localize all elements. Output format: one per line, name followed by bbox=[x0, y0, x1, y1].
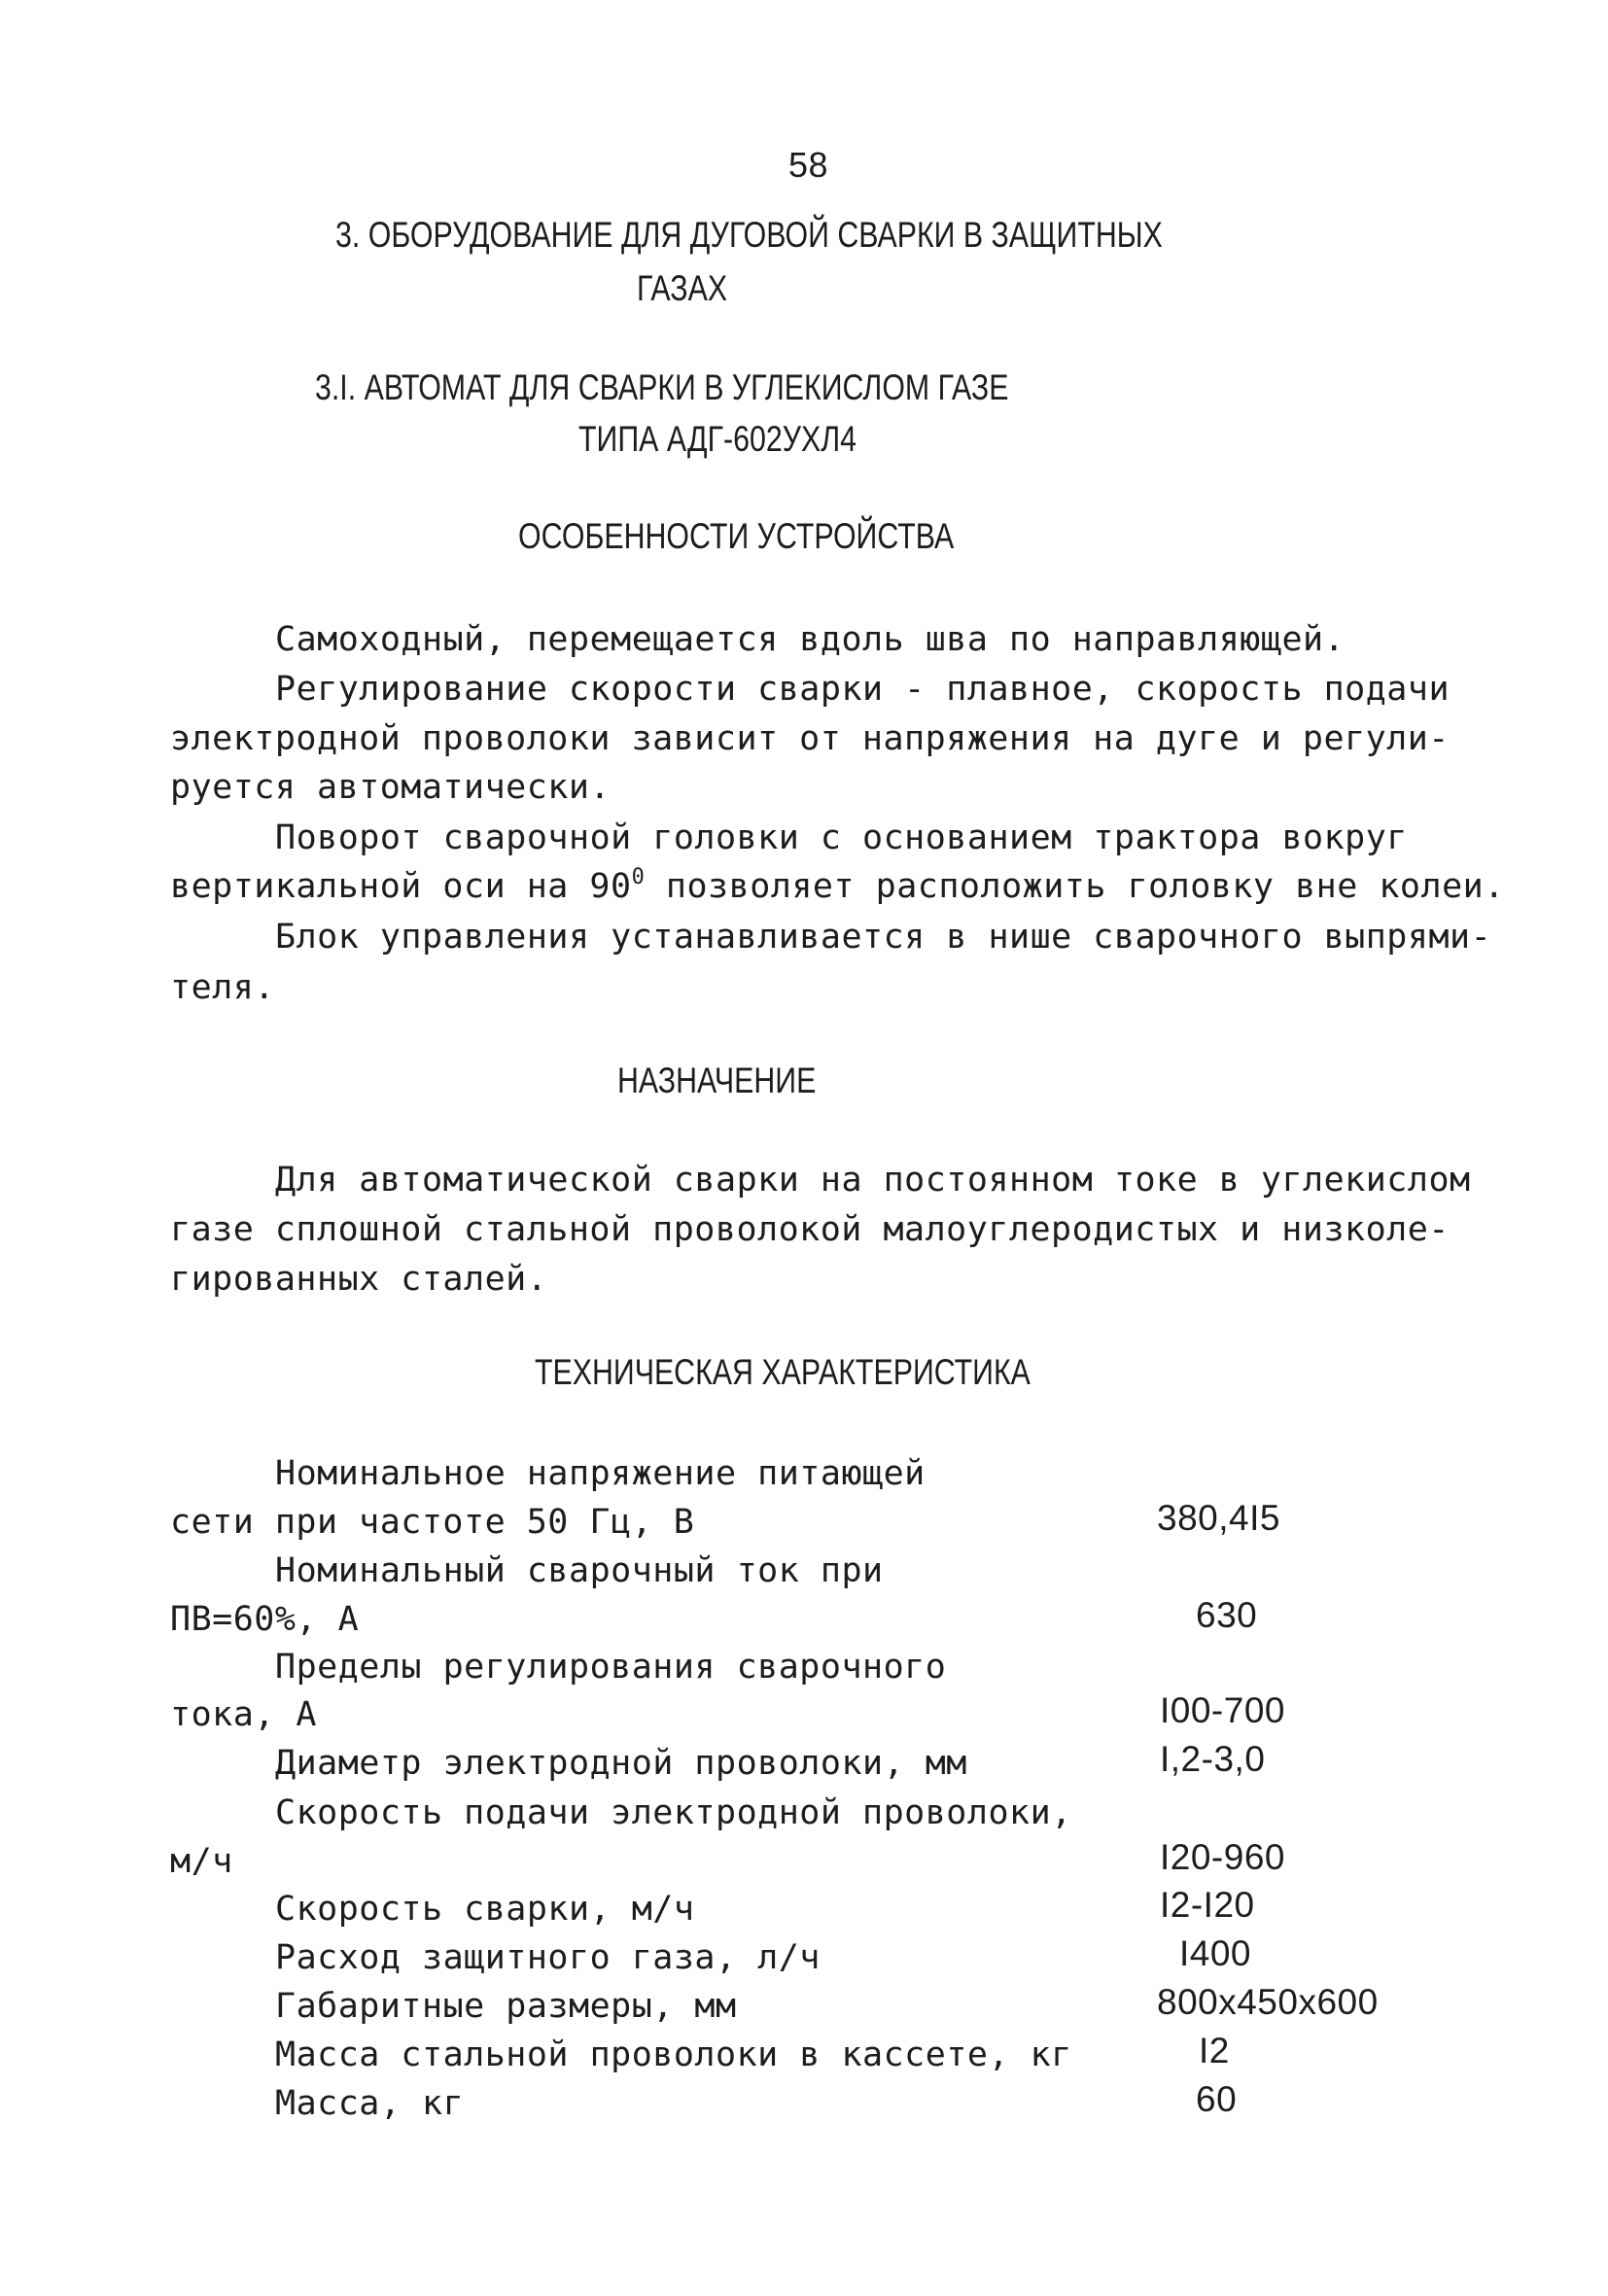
spec-8-label-line-1: Габаритные размеры, мм bbox=[275, 1987, 737, 2026]
spec-2-value: 630 bbox=[1196, 1595, 1258, 1635]
section-title-line-2: ТИПА АДГ-602УХЛ4 bbox=[578, 419, 857, 459]
chapter-title-line-2: ГАЗАХ bbox=[637, 268, 728, 308]
spec-9-value: I2 bbox=[1199, 2031, 1230, 2070]
purpose-heading: НАЗНАЧЕНИЕ bbox=[617, 1061, 817, 1100]
purpose-line-3: гированных сталей. bbox=[170, 1260, 548, 1299]
features-line-1: Самоходный, перемещается вдоль шва по направляющей. bbox=[275, 620, 1346, 659]
spec-6-value: I2-I20 bbox=[1160, 1885, 1255, 1925]
spec-4-value: I,2-3,0 bbox=[1160, 1739, 1266, 1779]
spec-9-label-line-1: Масса стальной проволоки в кассете, кг bbox=[275, 2035, 1072, 2074]
degree-superscript: 0 bbox=[631, 865, 646, 889]
spec-1-label-line-1: Номинальное напряжение питающей bbox=[275, 1454, 926, 1493]
features-line-7: Блок управления устанавливается в нише сварочного выпрями- bbox=[275, 918, 1492, 957]
features-line-3: электродной проволоки зависит от напряжения на дуге и регули- bbox=[170, 719, 1450, 758]
spec-4-label-line-1: Диаметр электродной проволоки, мм bbox=[275, 1744, 967, 1783]
section-title-line-1: 3.I. АВТОМАТ ДЛЯ СВАРКИ В УГЛЕКИСЛОМ ГАЗЕ bbox=[315, 367, 1009, 407]
spec-5-value: I20-960 bbox=[1160, 1837, 1285, 1877]
chapter-title-line-1: 3. ОБОРУДОВАНИЕ ДЛЯ ДУГОВОЙ СВАРКИ В ЗАЩИТНЫХ bbox=[335, 215, 1163, 255]
spec-1-value: 380,4I5 bbox=[1157, 1498, 1280, 1538]
features-line-2: Регулирование скорости сварки - плавное, скорость подачи bbox=[275, 670, 1451, 709]
features-heading: ОСОБЕННОСТИ УСТРОЙСТВА bbox=[518, 516, 955, 556]
spec-7-label-line-1: Расход защитного газа, л/ч bbox=[275, 1938, 821, 1977]
purpose-line-1: Для автоматической сварки на постоянном токе в углекислом bbox=[275, 1161, 1471, 1200]
spec-1-label-line-2: сети при частоте 50 Гц, В bbox=[170, 1503, 695, 1542]
spec-8-value: 800x450x600 bbox=[1157, 1982, 1379, 2022]
features-line-8: теля. bbox=[170, 968, 275, 1007]
spec-5-label-line-2: м/ч bbox=[170, 1842, 233, 1881]
spec-5-label-line-1: Скорость подачи электродной проволоки, bbox=[275, 1793, 1072, 1832]
rotation-text-end: позволяет расположить головку вне колеи. bbox=[645, 867, 1505, 906]
spec-7-value: I400 bbox=[1179, 1933, 1252, 1973]
spec-6-label-line-1: Скорость сварки, м/ч bbox=[275, 1890, 695, 1929]
features-line-4: руется автоматически. bbox=[170, 768, 612, 807]
features-line-5: Поворот сварочной головки с основанием трактора вокруг bbox=[275, 818, 1408, 857]
spec-3-value: I00-700 bbox=[1160, 1690, 1285, 1730]
specs-heading: ТЕХНИЧЕСКАЯ ХАРАКТЕРИСТИКА bbox=[535, 1352, 1031, 1392]
page-number: 58 bbox=[788, 145, 829, 185]
spec-10-value: 60 bbox=[1196, 2079, 1238, 2119]
spec-2-label-line-2: ПВ=60%, А bbox=[170, 1600, 360, 1639]
features-line-6 bbox=[170, 865, 1505, 908]
purpose-line-2: газе сплошной стальной проволокой малоуглеродистых и низколе- bbox=[170, 1210, 1450, 1249]
rotation-text-start: вертикальной оси на 90 bbox=[170, 867, 632, 906]
spec-10-label-line-1: Масса, кг bbox=[275, 2084, 465, 2123]
spec-3-label-line-2: тока, А bbox=[170, 1695, 318, 1734]
spec-2-label-line-1: Номинальный сварочный ток при bbox=[275, 1551, 884, 1590]
spec-3-label-line-1: Пределы регулирования сварочного bbox=[275, 1648, 947, 1687]
